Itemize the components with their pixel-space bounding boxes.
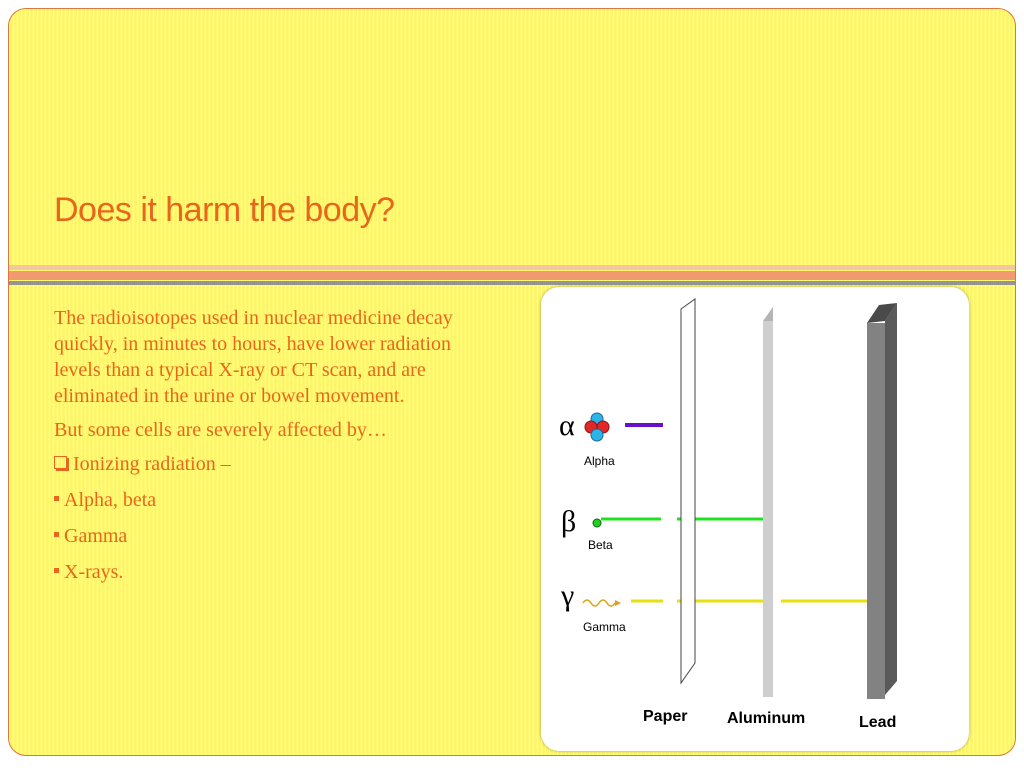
body-text [54, 305, 484, 595]
paragraph-intro: The radioisotopes used in nuclear medicine decay quickly, in minutes to hours, have lower radiation levels than a typical X-ray or CT scan, and are eliminated in the urine or bowel movement. [54, 307, 453, 407]
lead-barrier-side [885, 303, 897, 695]
aluminum-label: Aluminum [727, 710, 806, 727]
checkbox-bullet-icon [54, 456, 67, 469]
beta-particle-icon [593, 519, 601, 527]
gamma-wave-icon [583, 600, 615, 606]
paragraph-affected: But some cells are severely affected by… [54, 419, 387, 441]
bullet-label: Alpha, beta [64, 489, 157, 511]
bullet-item [54, 523, 484, 549]
bullet-item [54, 487, 484, 513]
lead-barrier [867, 323, 885, 699]
square-bullet-icon [54, 496, 59, 501]
gamma-arrow-icon [615, 600, 621, 606]
alpha-label: Alpha [584, 454, 615, 468]
paper-label: Paper [643, 708, 688, 725]
lead-label: Lead [859, 714, 897, 731]
slide [8, 8, 1016, 756]
square-bullet-icon [54, 532, 59, 537]
title-divider-orange [9, 271, 1015, 280]
square-bullet-icon [54, 568, 59, 573]
radiation-penetration-figure [541, 287, 969, 751]
checkbox-item-label: Ionizing radiation – [73, 453, 231, 475]
beta-symbol: β [561, 505, 577, 538]
paper-barrier [681, 299, 695, 683]
bullet-label: Gamma [64, 525, 128, 547]
alpha-particle-icon [585, 413, 609, 441]
beta-label: Beta [588, 538, 613, 552]
title-divider-gray [9, 281, 1015, 285]
bullet-item [54, 559, 484, 585]
gamma-symbol: γ [561, 579, 575, 612]
checkbox-item [54, 451, 484, 477]
title-divider-light [9, 265, 1015, 270]
alpha-symbol: α [559, 409, 575, 442]
aluminum-barrier [763, 321, 773, 697]
bullet-label: X-rays. [64, 561, 124, 583]
gamma-label: Gamma [583, 620, 626, 634]
slide-title: Does it harm the body? [54, 191, 395, 229]
radiation-diagram [541, 287, 969, 751]
